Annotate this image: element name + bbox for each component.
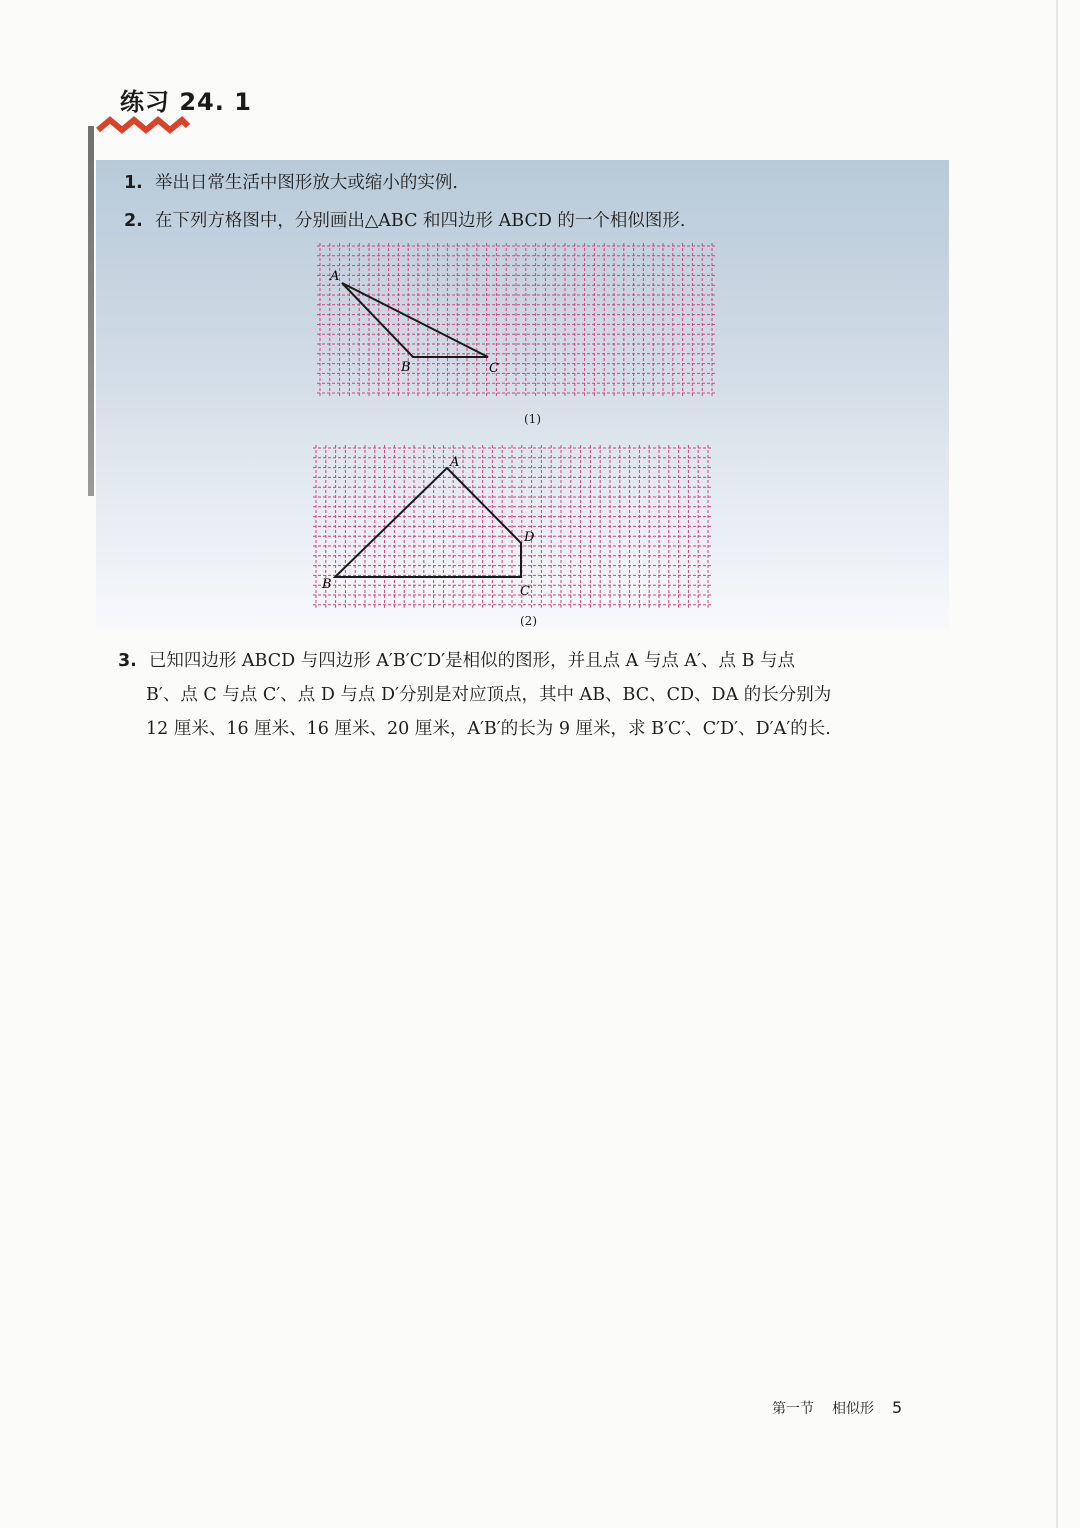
question-1-number: 1. (124, 173, 143, 193)
label-b: B (322, 577, 332, 592)
zigzag-ornament (96, 112, 192, 136)
page-edge (1056, 0, 1058, 1528)
exercise-title: 练习 24. 1 (120, 88, 252, 116)
page-footer (772, 1398, 902, 1418)
grid-figure-2 (312, 440, 712, 610)
question-3-line-1: 已知四边形 ABCD 与四边形 A′B′C′D′是相似的图形，并且点 A 与点 A′、点 B 与点 (148, 651, 795, 671)
grid-figure-1 (312, 240, 722, 402)
question-2-number: 2. (124, 211, 143, 231)
question-1-text: 举出日常生活中图形放大或缩小的实例. (154, 173, 458, 193)
grid-lines-2 (313, 445, 711, 608)
question-3 (118, 644, 918, 746)
triangle-abc (342, 283, 488, 357)
label-b: B (401, 360, 411, 375)
quadrilateral-abcd (335, 468, 521, 577)
label-d: D (524, 530, 535, 545)
figure-1-caption: (1) (524, 412, 541, 426)
footer-topic: 相似形 (832, 1401, 874, 1417)
figure-2-caption: (2) (520, 614, 537, 628)
label-a: A (330, 269, 340, 284)
question-3-line-2: B′、点 C 与点 C′、点 D 与点 D′分别是对应顶点，其中 AB、BC、CD、DA 的长分别为 (146, 685, 832, 705)
footer-section: 第一节 (772, 1401, 814, 1417)
label-a: A (450, 455, 460, 470)
question-3-number: 3. (118, 651, 137, 671)
question-1 (124, 170, 458, 196)
section-side-bar (88, 126, 94, 496)
question-2 (124, 208, 686, 234)
label-c: C (520, 584, 530, 599)
page-number: 5 (892, 1398, 903, 1417)
question-3-line-3: 12 厘米、16 厘米、16 厘米、20 厘米，A′B′的长为 9 厘米，求 B′C′、C′D′、D′A′的长. (146, 719, 831, 739)
question-2-text: 在下列方格图中，分别画出△ABC 和四边形 ABCD 的一个相似图形. (154, 211, 686, 231)
label-c: C (489, 361, 499, 376)
